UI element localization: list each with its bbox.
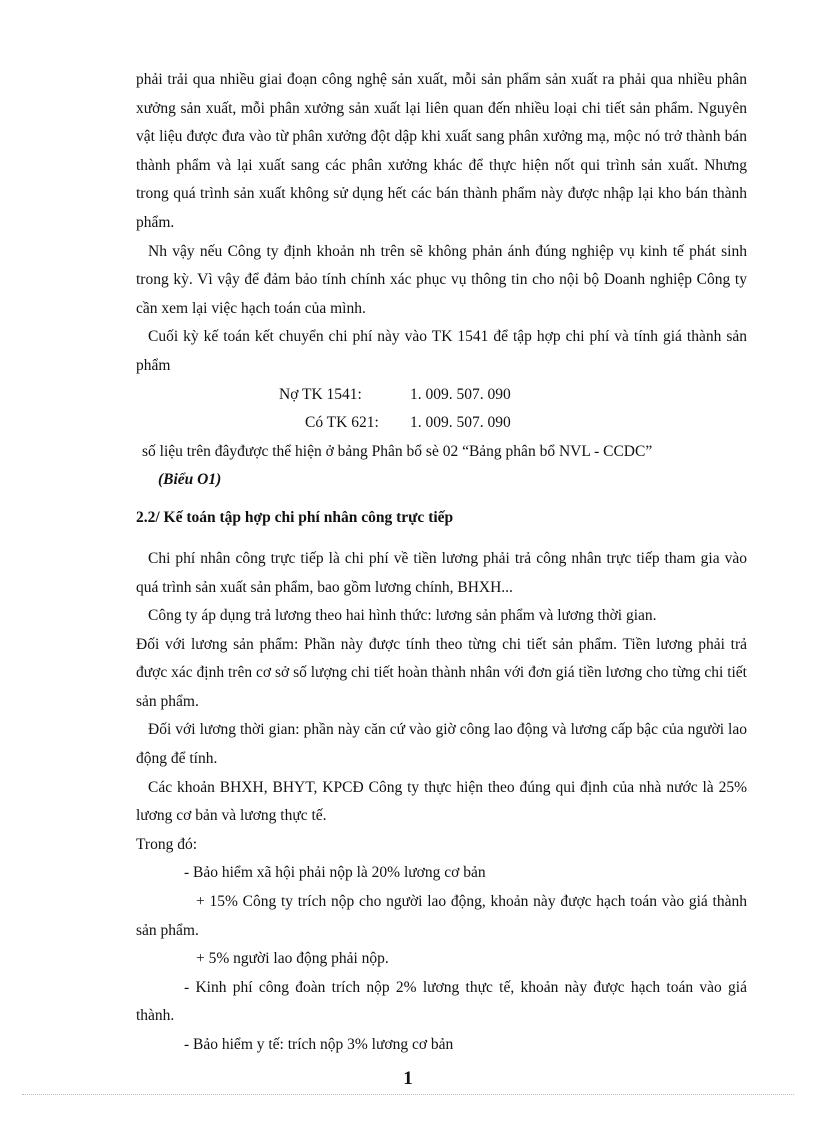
footer-divider <box>22 1094 794 1095</box>
journal-debit-line <box>136 381 747 410</box>
list-subitem-employee-share: + 5% người lao động phải nộp. <box>196 950 389 968</box>
journal-credit-line <box>136 409 747 438</box>
paragraph-production-process: phải trải qua nhiều giai đoạn công nghệ sản xuất, mỗi sản phẩm sản xuất ra phải qua nhiều phân xưởng sản xuất, mỗi phân xưởng sản xuất lại liên quan đến nhiều loại chi tiết sản phẩm. Nguyên vật liệu được đưa vào từ phân xưởng đột dập khi xuất sang phân xưởng mạ, mộc nó trở thành bán thành phẩm và lại xuất sang các phân xưởng khác để thực hiện nốt qui trình sản xuất. Nhưng trong quá trình sản xuất không sử dụng hết các bán thành phẩm này được nhập lại kho bán thành phẩm. <box>136 71 747 231</box>
list-item-health-insurance: - Bảo hiểm y tế: trích nộp 3% lương cơ bản <box>184 1036 454 1053</box>
exhibit-reference: (Biểu O1) <box>158 471 222 489</box>
paragraph-period-end-transfer: Cuối kỳ kế toán kết chuyển chi phí này vào TK 1541 để tập hợp chi phí và tính giá thành sản phẩm <box>136 328 747 374</box>
paragraph-pay-methods: Công ty áp dụng trả lương theo hai hình thức: lương sản phẩm và lương thời gian. <box>148 607 657 625</box>
list-item-social-insurance: - Bảo hiểm xã hội phải nộp là 20% lương cơ bản <box>184 864 486 882</box>
page-number: 1 <box>403 1068 413 1089</box>
paragraph-among: Trong đó: <box>136 835 198 853</box>
credit-amount: 1. 009. 507. 090 <box>410 414 511 432</box>
paragraph-direct-labor-definition: Chi phí nhân công trực tiếp là chi phí về tiền lương phải trả công nhân trực tiếp tham gia vào quá trình sản xuất sản phẩm, bao gồm lương chính, BHXH... <box>136 549 747 596</box>
section-heading: 2.2/ Kế toán tập hợp chi phí nhân công trực tiếp <box>136 509 454 527</box>
paragraph-accounting-note: Nh vậy nếu Công ty định khoản nh trên sẽ không phản ánh đúng nghiệp vụ kinh tế phát sinh trong kỳ. Vì vậy để đảm bảo tính chính xác phục vụ thông tin cho nội bộ Doanh nghiệp Công ty cần xem lại việc hạch toán của mình. <box>136 242 747 317</box>
credit-account: Có TK 621: <box>305 414 379 432</box>
list-subitem-company-share: + 15% Công ty trích nộp cho người lao động, khoản này được hạch toán vào giá thành sản phẩm. <box>136 893 747 939</box>
list-item-union-fee: - Kinh phí công đoàn trích nộp 2% lương thực tế, khoản này được hạch toán vào giá thành. <box>136 978 747 1025</box>
debit-account: Nợ TK 1541: <box>279 385 362 403</box>
paragraph-time-rate: Đối với lương thời gian: phần này căn cứ vào giờ công lao động và lương cấp bậc của người lao động để tính. <box>136 721 747 768</box>
paragraph-insurance: Các khoản BHXH, BHYT, KPCĐ Công ty thực hiện theo đúng qui định của nhà nước là 25% lương cơ bản và lương thực tế. <box>136 778 747 825</box>
debit-amount: 1. 009. 507. 090 <box>410 385 511 403</box>
document-page <box>136 66 747 1060</box>
source-note: số liệu trên đâyđược thể hiện ở bảng Phân bổ sè 02 “Bảng phân bổ NVL - CCDC” <box>142 442 653 460</box>
paragraph-piece-rate: Đối với lương sản phẩm: Phần này được tính theo từng chi tiết sản phẩm. Tiền lương phải trả được xác định trên cơ sở số lượng chi tiết hoàn thành nhân với đơn giá tiền lương cho từng chi tiết sản phẩm. <box>136 635 747 710</box>
